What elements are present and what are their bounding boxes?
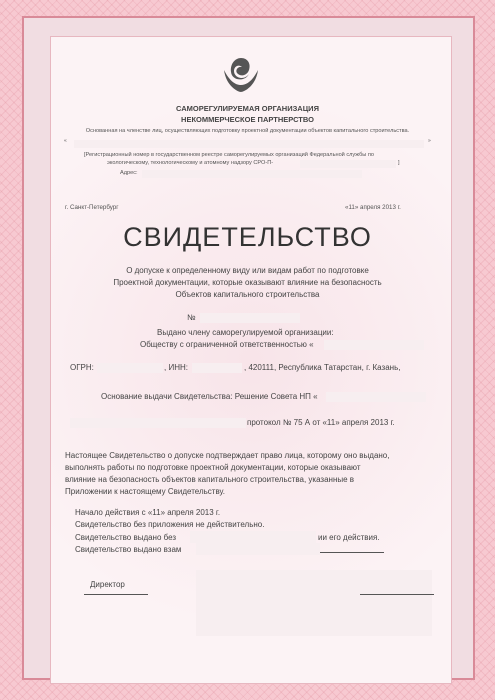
issue-date: «11» апреля 2013 г. (345, 204, 401, 211)
certificate-title: СВИДЕТЕЛЬСТВО (123, 222, 372, 252)
replacement-underline (320, 552, 384, 553)
redacted-address (142, 170, 362, 178)
redacted-company-name (324, 340, 424, 350)
address-tail-text: , 420111, Республика Татарстан, г. Казань, (244, 363, 401, 372)
validity-issued-without: Свидетельство выдано без (75, 533, 177, 542)
issue-basis-text: Основание выдачи Свидетельства: Решение Совета НП « (101, 392, 318, 401)
bullet-right: » (428, 138, 431, 144)
redacted-decision-org (326, 392, 426, 402)
redacted-decision-text (70, 418, 246, 428)
subtitle-line2: Проектной документации, которые оказывают влияние на безопасность (113, 278, 382, 287)
org-title-line1: САМОРЕГУЛИРУЕМАЯ ОРГАНИЗАЦИЯ (176, 104, 319, 113)
paragraph-line2: выполнять работы по подготовке проектной документации, которые оказывают (65, 463, 361, 472)
issued-to-text: Выдано члену саморегулируемой организации: (157, 328, 334, 337)
subtitle-line1: О допуске к определенному виду или видам работ по подготовке (126, 266, 369, 275)
company-name-text: Обществу с ограниченной ответственностью « (140, 340, 314, 349)
certificate-number-label: № (187, 313, 196, 322)
registration-line1: [Регистрационный номер в государственном реестре саморегулируемых организаций Федеральной службы по (84, 152, 375, 158)
registration-bracket: ] (398, 160, 400, 166)
redacted-inn (192, 363, 242, 373)
director-label: Директор (90, 580, 125, 589)
organization-logo-icon (218, 52, 264, 98)
validity-issued-instead: Свидетельство выдано взам (75, 545, 182, 554)
validity-start: Начало действия с «11» апреля 2013 г. (75, 508, 221, 517)
paragraph-line3: влияние на безопасность объектов капитального строительства, указанные в (65, 475, 355, 484)
redacted-validity-text (190, 531, 316, 543)
org-basis-text: Основанная на членстве лиц, осуществляющих подготовку проектной документации объектов капитального строительства. (85, 128, 410, 134)
validity-invalid-without-appendix: Свидетельство без приложения не действительно. (75, 520, 265, 529)
director-signature-line (84, 594, 148, 595)
director-name-line (360, 594, 434, 595)
redacted-director-signature (196, 570, 432, 636)
org-title-line2: НЕКОММЕРЧЕСКОЕ ПАРТНЕРСТВО (181, 115, 314, 124)
paragraph-line1: Настоящее Свидетельство о допуске подтверждает право лица, которому оно выдано, (65, 451, 390, 460)
subtitle-line3: Объектов капитального строительства (175, 290, 320, 299)
bullet-left: « (64, 138, 67, 144)
redacted-ogrn (97, 363, 163, 373)
redacted-registration-number (300, 160, 396, 168)
registration-line2: экологическому, технологическому и атомному надзору СРО-П- (107, 160, 274, 166)
protocol-text: протокол № 75 А от «11» апреля 2013 г. (247, 418, 395, 427)
redacted-org-name (74, 140, 424, 148)
issue-city: г. Санкт-Петербург (65, 204, 119, 211)
validity-issued-without-tail: ии его действия. (318, 533, 380, 542)
address-label: Адрес: (120, 170, 138, 176)
redacted-replacement-text (196, 543, 320, 555)
ogrn-label: ОГРН: (70, 363, 94, 372)
redacted-certificate-number (200, 313, 300, 323)
inn-label: , ИНН: (164, 363, 188, 372)
paragraph-line4: Приложении к настоящему Свидетельству. (65, 487, 225, 496)
